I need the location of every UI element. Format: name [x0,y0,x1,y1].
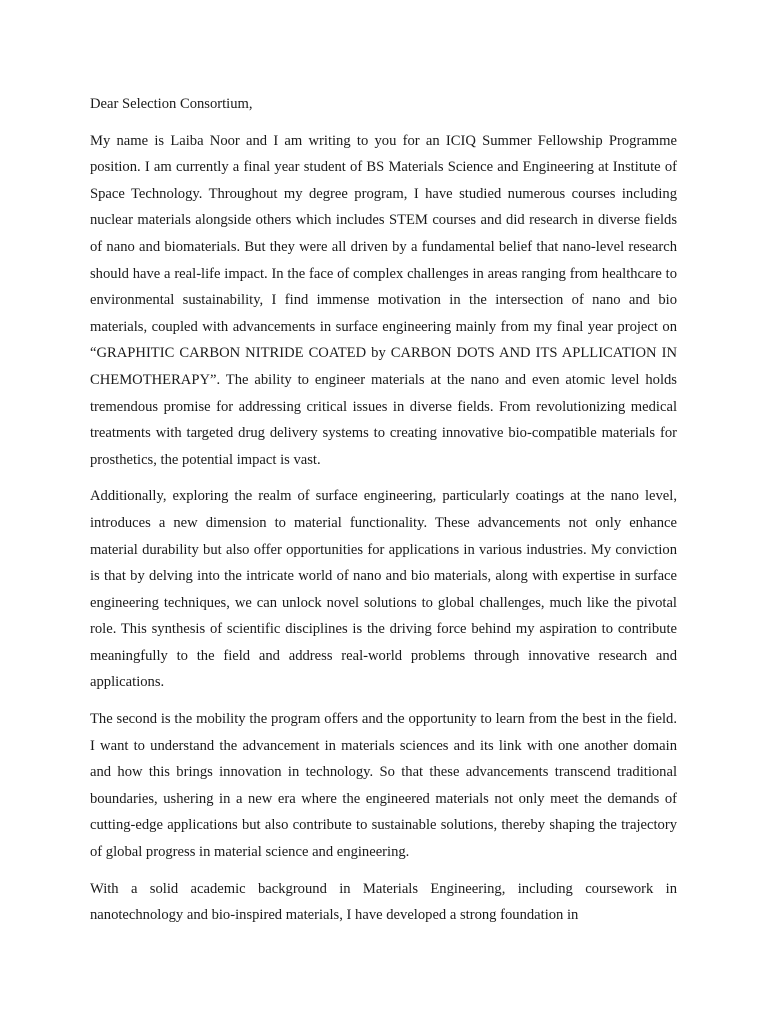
salutation: Dear Selection Consortium, [90,96,253,112]
paragraph-introduction: My name is Laiba Noor and I am writing to you for an ICIQ Summer Fellowship Programme position. I am currently a final year student of BS Materials Science and Engineering at Institute of Space Technology. Throughout my degree program, I have studied numerous courses including nuclear materials alongside others which includes STEM courses and did research in diverse fields of nano and biomaterials. But they were all driven by a fundamental belief that nano-level research should have a real-life impact. In the face of complex challenges in areas ranging from healthcare to environmental sustainability, I find immense motivation in the intersection of nano and bio materials, coupled with advancements in surface engineering mainly from my final year project on “GRAPHITIC CARBON NITRIDE COATED by CARBON DOTS AND ITS APLLICATION IN CHEMOTHERAPY”. The ability to engineer materials at the nano and even atomic level holds tremendous promise for addressing critical issues in diverse fields. From revolutionizing medical treatments with targeted drug delivery systems to creating innovative bio-compatible materials for prosthetics, the potential impact is vast. [90,132,677,468]
paragraph-mobility: The second is the mobility the program offers and the opportunity to learn from the best in the field. I want to understand the advancement in materials sciences and its link with one another domain and how this brings innovation in technology. So that these advancements transcend traditional boundaries, ushering in a new era where the engineered materials not only meet the demands of cutting-edge applications but also contribute to sustainable solutions, thereby shaping the trajectory of global progress in material science and engineering. [90,711,677,861]
paragraph-surface-engineering: Additionally, exploring the realm of surface engineering, particularly coatings at the nano level, introduces a new dimension to material functionality. These advancements not only enhance material durability but also offer opportunities for applications in various industries. My conviction is that by delving into the intricate world of nano and bio materials, along with expertise in surface engineering techniques, we can unlock novel solutions to global challenges, much like the pivotal role. This synthesis of scientific disciplines is the driving force behind my aspiration to contribute meaningfully to the field and address real-world problems through innovative research and applications. [90,488,677,691]
letter-body [90,91,677,929]
paragraph-academic-background: With a solid academic background in Materials Engineering, including coursework in nanotechnology and bio-inspired materials, I have developed a strong foundation in [90,880,677,924]
